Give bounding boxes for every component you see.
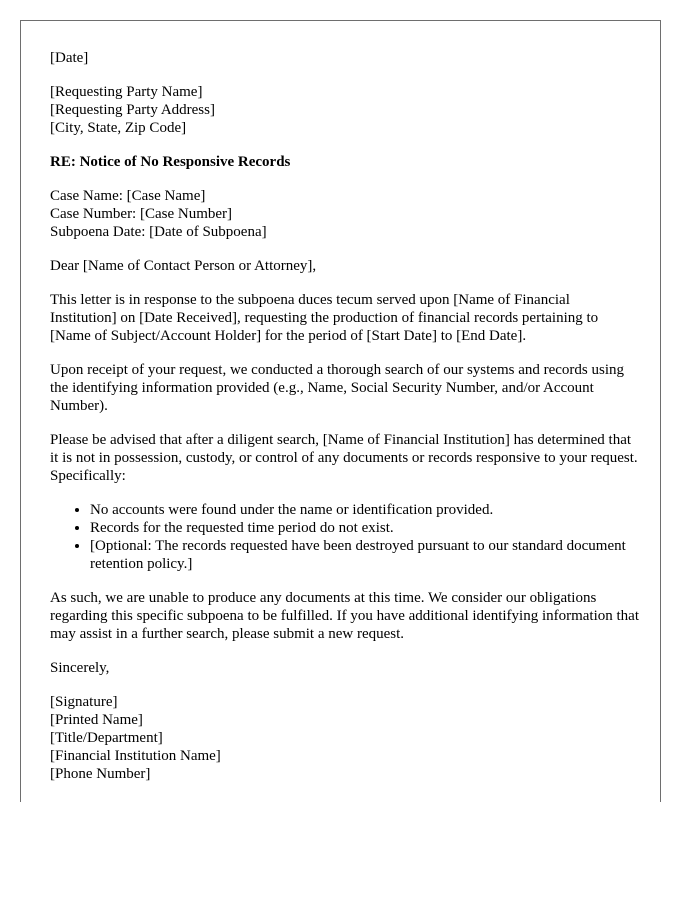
subpoena-date: Subpoena Date: [Date of Subpoena]: [50, 224, 267, 240]
letter-content: [50, 49, 640, 799]
recipient-city-state-zip: [City, State, Zip Code]: [50, 120, 187, 136]
body-paragraph-2: Upon receipt of your request, we conducted a thorough search of our systems and records using the identifying information provided (e.g., Name, Social Security Number, and/or Account Number).: [50, 362, 624, 414]
case-number: Case Number: [Case Number]: [50, 206, 233, 222]
body-paragraph-1: This letter is in response to the subpoena duces tecum served upon [Name of Financial Institution] on [Date Received], requesting the production of financial records pertaining to [Name of Subject/Account Holder] for the period of [Start Date] to [End Date].: [50, 292, 599, 344]
title-department: [Title/Department]: [50, 730, 163, 746]
institution-name: [Financial Institution Name]: [50, 748, 221, 764]
recipient-name: [Requesting Party Name]: [50, 84, 203, 100]
case-info-block: [50, 187, 640, 241]
case-name: Case Name: [Case Name]: [50, 188, 206, 204]
closing: Sincerely,: [50, 660, 110, 676]
list-item: • Records for the requested time period do not exist.: [90, 519, 640, 537]
printed-name: [Printed Name]: [50, 712, 143, 728]
signature-block: [50, 693, 640, 783]
body-paragraph-4: As such, we are unable to produce any documents at this time. We consider our obligations regarding this specific subpoena to be fulfilled. If you have additional identifying information that may assist in a further search, please submit a new request.: [50, 590, 640, 642]
findings-list: [50, 501, 640, 573]
list-item: • [Optional: The records requested have been destroyed pursuant to our standard document retention policy.]: [90, 537, 640, 573]
list-item: • No accounts were found under the name or identification provided.: [90, 501, 640, 519]
recipient-block: [50, 83, 640, 137]
re-line: RE: Notice of No Responsive Records: [50, 154, 291, 170]
salutation: Dear [Name of Contact Person or Attorney],: [50, 258, 317, 274]
letter-date: [Date]: [50, 50, 89, 66]
recipient-address: [Requesting Party Address]: [50, 102, 215, 118]
phone-number: [Phone Number]: [50, 766, 151, 782]
signature-line: [Signature]: [50, 694, 118, 710]
letter-page: [20, 20, 661, 802]
body-paragraph-3: Please be advised that after a diligent search, [Name of Financial Institution] has determined that it is not in possession, custody, or control of any documents or records responsive to your request. Specifically:: [50, 432, 638, 484]
